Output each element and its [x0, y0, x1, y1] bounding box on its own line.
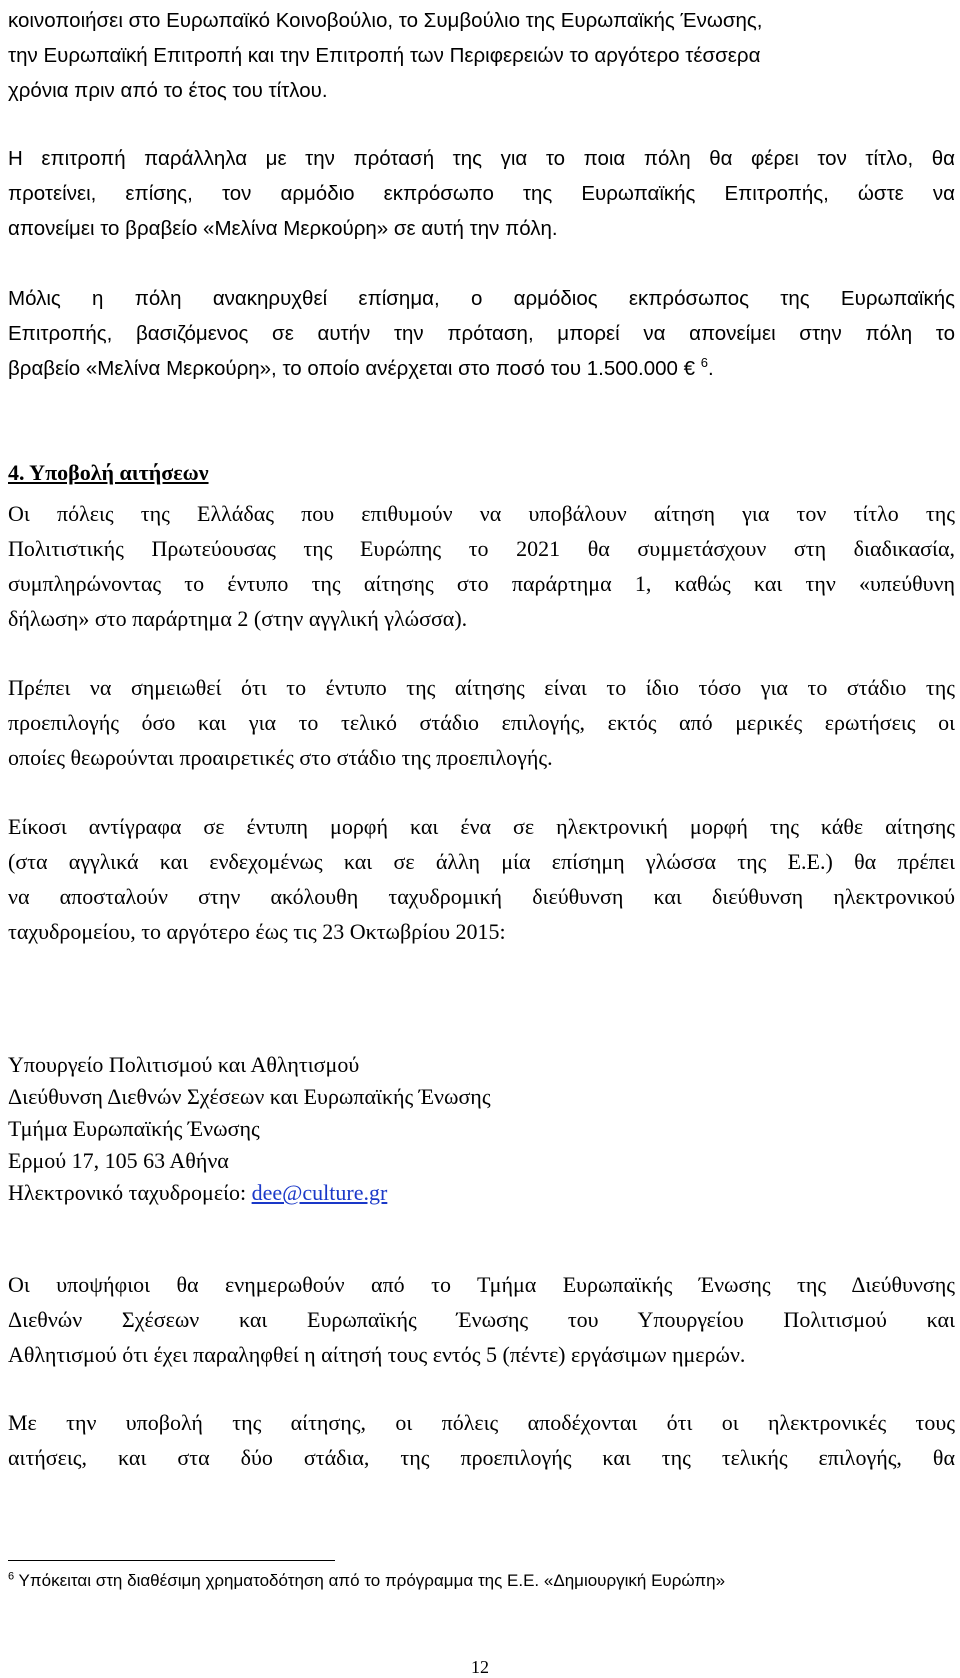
- email-link[interactable]: dee@culture.gr: [251, 1180, 388, 1205]
- paragraph-line: (στα αγγλικά και ενδεχομένως και σε άλλη μία επίσημη γλώσσα της Ε.Ε.) θα πρέπει: [8, 849, 955, 874]
- paragraph-line: Οι πόλεις της Ελλάδας που επιθυμούν να υποβάλουν αίτηση για τον τίτλο της: [8, 501, 955, 526]
- paragraph-line: Μόλις η πόλη ανακηρυχθεί επίσημα, ο αρμόδιος εκπρόσωπος της Ευρωπαϊκής: [8, 287, 955, 310]
- email-line: [8, 1177, 955, 1209]
- page-number: 12: [471, 1657, 489, 1677]
- paragraph-1: [8, 3, 955, 108]
- email-label: Ηλεκτρονικό ταχυδρομείο:: [8, 1180, 252, 1205]
- footnote-separator: [8, 1560, 335, 1561]
- footnote-text: Υπόκειται στη διαθέσιμη χρηματοδότηση από το πρόγραμμα της Ε.Ε. «Δημιουργική Ευρώπη»: [14, 1571, 726, 1590]
- paragraph-3: [8, 281, 955, 386]
- paragraph-8: [8, 1405, 955, 1475]
- paragraph-tail: .: [708, 357, 714, 380]
- paragraph-line: Αθλητισμού ότι έχει παραληφθεί η αίτησή τους εντός 5 (πέντε) εργάσιμων ημερών.: [8, 1342, 746, 1367]
- footnote: [8, 1568, 725, 1594]
- paragraph-4: [8, 496, 955, 636]
- paragraph-5: [8, 670, 955, 775]
- paragraph-6: [8, 809, 955, 949]
- paragraph-line: αιτήσεις, και στα δύο στάδια, της προεπιλογής και της τελικής επιλογής, θα: [8, 1445, 955, 1470]
- paragraph-line: να αποσταλούν στην ακόλουθη ταχυδρομική διεύθυνση και διεύθυνση ηλεκτρονικού: [8, 884, 955, 909]
- paragraph-2: [8, 141, 955, 246]
- paragraph-7: [8, 1267, 955, 1372]
- paragraph-line: Η επιτροπή παράλληλα με την πρότασή της για το ποια πόλη θα φέρει τον τίτλο, θα: [8, 147, 955, 170]
- paragraph-line: Πρέπει να σημειωθεί ότι το έντυπο της αίτησης είναι το ίδιο τόσο για το στάδιο της: [8, 675, 955, 700]
- address-block: [8, 1049, 955, 1209]
- paragraph-line: Επιτροπής, βασιζόμενος σε αυτήν την πρόταση, μπορεί να απονείμει στην πόλη το: [8, 322, 955, 345]
- address-line: Υπουργείο Πολιτισμού και Αθλητισμού: [8, 1052, 360, 1077]
- address-line: Τμήμα Ευρωπαϊκής Ένωσης: [8, 1116, 260, 1141]
- address-line: Διεύθυνση Διεθνών Σχέσεων και Ευρωπαϊκής Ένωσης: [8, 1084, 491, 1109]
- paragraph-line: Πολιτιστικής Πρωτεύουσας της Ευρώπης το 2021 θα συμμετάσχουν στη διαδικασία,: [8, 536, 955, 561]
- paragraph-line: Οι υποψήφιοι θα ενημερωθούν από το Τμήμα Ευρωπαϊκής Ένωσης της Διεύθυνσης: [8, 1272, 955, 1297]
- paragraph-line: συμπληρώνοντας το έντυπο της αίτησης στο παράρτημα 1, καθώς και την «υπεύθυνη: [8, 571, 955, 596]
- footnote-number: 6: [8, 1570, 15, 1583]
- paragraph-line: ταχυδρομείου, το αργότερο έως τις 23 Οκτωβρίου 2015:: [8, 919, 506, 944]
- section-heading: 4. Υποβολή αιτήσεων: [8, 460, 209, 485]
- paragraph-line: οποίες θεωρούνται προαιρετικές στο στάδιο της προεπιλογής.: [8, 745, 553, 770]
- paragraph-line: δήλωση» στο παράρτημα 2 (στην αγγλική γλώσσα).: [8, 606, 468, 631]
- footnote-reference: 6: [700, 355, 708, 371]
- address-line: Ερμού 17, 105 63 Αθήνα: [8, 1148, 229, 1173]
- paragraph-line: Διεθνών Σχέσεων και Ευρωπαϊκής Ένωσης του Υπουργείου Πολιτισμού και: [8, 1307, 955, 1332]
- paragraph-line: Είκοσι αντίγραφα σε έντυπη μορφή και ένα σε ηλεκτρονική μορφή της κάθε αίτησης: [8, 814, 955, 839]
- paragraph-line: [8, 351, 955, 386]
- paragraph-line: χρόνια πριν από το έτος του τίτλου.: [8, 79, 328, 102]
- paragraph-line: κοινοποιήσει στο Ευρωπαϊκό Κοινοβούλιο, το Συμβούλιο της Ευρωπαϊκής Ένωσης,: [8, 9, 763, 32]
- paragraph-line: προτείνει, επίσης, τον αρμόδιο εκπρόσωπο της Ευρωπαϊκής Επιτροπής, ώστε να: [8, 182, 955, 205]
- paragraph-line: απονείμει το βραβείο «Μελίνα Μερκούρη» σε αυτή την πόλη.: [8, 217, 558, 240]
- paragraph-line-text: βραβείο «Μελίνα Μερκούρη», το οποίο ανέρχεται στο ποσό του 1.500.000 €: [8, 357, 696, 380]
- paragraph-line: την Ευρωπαϊκή Επιτροπή και την Επιτροπή των Περιφερειών το αργότερο τέσσερα: [8, 44, 761, 67]
- paragraph-line: προεπιλογής όσο και για το τελικό στάδιο επιλογής, εκτός από μερικές ερωτήσεις οι: [8, 710, 955, 735]
- paragraph-line: Με την υποβολή της αίτησης, οι πόλεις αποδέχονται ότι οι ηλεκτρονικές τους: [8, 1410, 955, 1435]
